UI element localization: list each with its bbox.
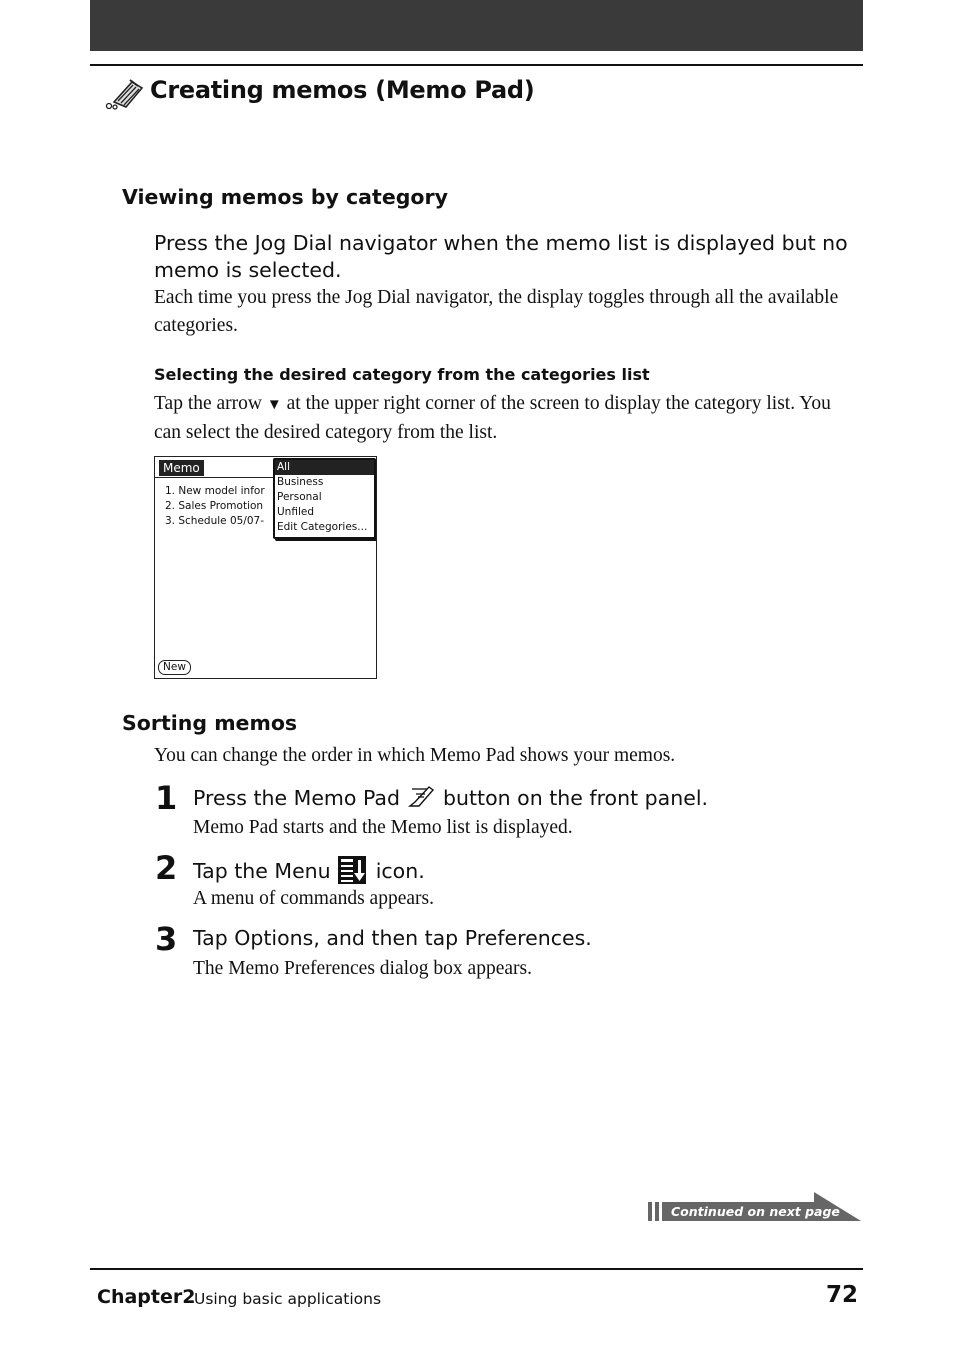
step-result: The Memo Preferences dialog box appears. <box>193 958 532 979</box>
step-text-pre: Tap the Menu <box>193 859 338 883</box>
step-result: Memo Pad starts and the Memo list is displayed. <box>193 817 573 838</box>
memo-title-tab: Memo <box>159 460 204 476</box>
section-heading-category: Viewing memos by category <box>122 185 448 209</box>
section-heading-sorting: Sorting memos <box>122 711 298 735</box>
step-text-post: icon. <box>369 859 425 883</box>
list-item[interactable]: 2. Sales Promotion <box>165 500 264 512</box>
chapter-title: Using basic applications <box>194 1290 382 1308</box>
top-rule <box>90 64 863 66</box>
body-text-arrow <box>154 390 834 447</box>
list-item[interactable]: 3. Schedule 05/07- <box>165 515 264 527</box>
category-item-personal[interactable]: Personal <box>277 491 322 503</box>
category-popup-list <box>273 458 376 539</box>
top-bar <box>90 0 863 51</box>
step-instruction <box>193 855 425 885</box>
new-button[interactable]: New <box>158 660 191 675</box>
chapter-label: Chapter2 <box>97 1286 196 1308</box>
body-text-arrow-pre: Tap the arrow <box>154 393 267 414</box>
list-item[interactable]: 1. New model infor <box>165 485 265 497</box>
memo-list-screenshot <box>154 456 377 679</box>
body-text-category: Each time you press the Jog Dial navigator, the display toggles through all the available categories. <box>154 287 839 336</box>
step-instruction <box>193 785 708 810</box>
bottom-rule <box>90 1268 863 1270</box>
continued-banner <box>648 1192 862 1222</box>
page-number: 72 <box>826 1282 859 1308</box>
menu-icon <box>337 855 369 885</box>
step-number: 2 <box>155 849 178 887</box>
step-number: 3 <box>155 920 178 958</box>
arrow-down-icon: ▼ <box>266 397 282 413</box>
category-item-business[interactable]: Business <box>277 476 324 488</box>
category-item-all[interactable]: All <box>275 460 374 475</box>
instruction-text: Press the Jog Dial navigator when the memo list is displayed but no memo is selected. <box>154 231 848 282</box>
memo-list <box>165 484 273 529</box>
body-text-arrow-post: at the upper right corner of the screen to display the category list. You can select the desired category from the list. <box>154 393 831 443</box>
memo-pad-button-icon <box>407 785 437 809</box>
memo-pad-icon <box>104 78 144 110</box>
category-item-edit[interactable]: Edit Categories... <box>277 521 368 533</box>
title-underline <box>155 477 273 478</box>
step-result: A menu of commands appears. <box>193 888 434 909</box>
step-text-post: button on the front panel. <box>436 786 709 810</box>
sub-heading-categories-list: Selecting the desired category from the categories list <box>154 365 650 384</box>
step-text-pre: Press the Memo Pad <box>193 786 407 810</box>
step-instruction: Tap Options, and then tap Preferences. <box>193 926 592 950</box>
sorting-intro: You can change the order in which Memo Pad shows your memos. <box>154 745 676 766</box>
category-item-unfiled[interactable]: Unfiled <box>277 506 314 518</box>
continued-text: Continued on next page <box>671 1204 840 1219</box>
page-title: Creating memos (Memo Pad) <box>150 76 535 104</box>
step-number: 1 <box>155 779 178 817</box>
